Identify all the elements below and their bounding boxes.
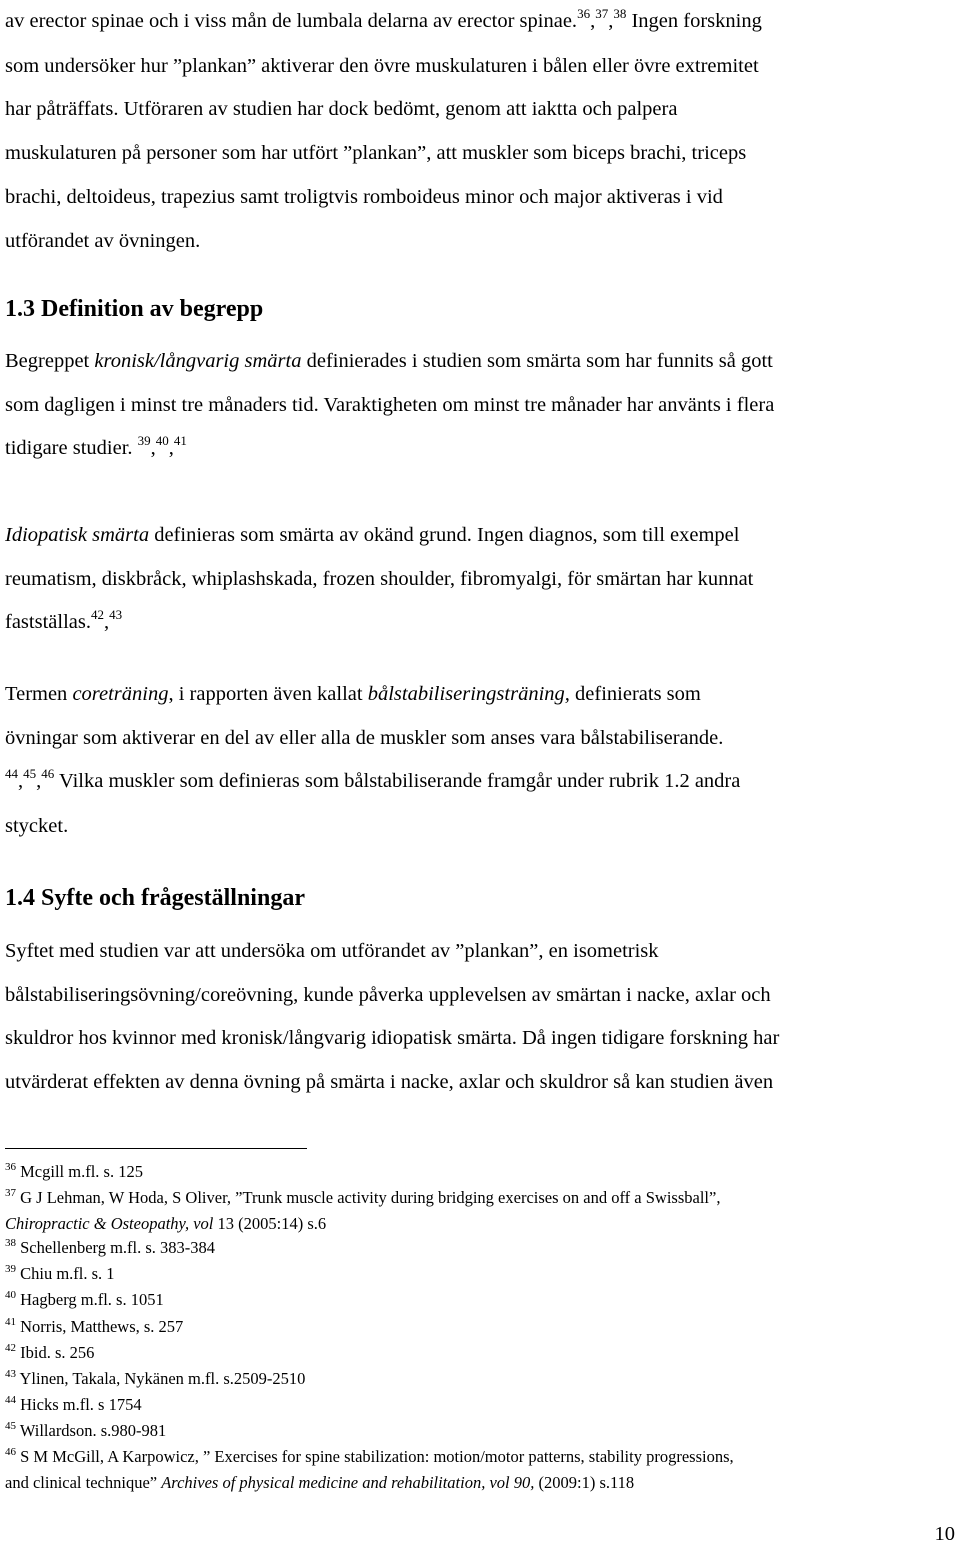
text-line: Idiopatisk smärta definieras som smärta av okänd grund. Ingen diagnos, som till exempel xyxy=(5,524,740,546)
text-line: utvärderat effekten av denna övning på smärta i nacke, axlar och skuldror så kan studien även xyxy=(5,1071,774,1094)
text-line: skuldror hos kvinnor med kronisk/långvarig idiopatisk smärta. Då ingen tidigare forskning har xyxy=(5,1027,780,1050)
footnote-ref[interactable]: 38 xyxy=(613,6,627,21)
footnote-ref[interactable]: 37 xyxy=(595,6,609,21)
text-line: som undersöker hur ”plankan” aktiverar den övre muskulaturen i bålen eller övre extremitet xyxy=(5,54,759,77)
footnotes xyxy=(5,1160,955,1495)
footnote-ref[interactable]: 36 xyxy=(577,6,591,21)
footnote-ref[interactable]: 42 xyxy=(90,607,104,623)
footnote: $^{40}$ Hagberg m.fl. s. 1051 xyxy=(5,1289,164,1310)
footnote-continuation: Chiropractic & Osteopathy, vol 13 (2005:14) s.6 xyxy=(5,1214,327,1234)
text-line: övningar som aktiverar en del av eller alla de muskler som anses vara bålstabiliserande. xyxy=(5,726,724,749)
footnote: $^{37}$ G J Lehman, W Hoda, S Oliver, ”Trunk muscle activity during bridging exercises on and off a Swissball”, xyxy=(5,1187,721,1208)
paragraph-muscle-activation xyxy=(5,0,762,263)
text-line: muskulaturen på personer som har utfört ”plankan”, att muskler som biceps brachi, triceps xyxy=(5,142,747,165)
text-line: Syftet med studien var att undersöka om utförandet av ”plankan”, en isometrisk xyxy=(5,940,659,962)
paragraph-core-training xyxy=(5,673,740,849)
footnote-separator xyxy=(5,1148,307,1149)
text-line: reumatism, diskbråck, whiplashskada, frozen shoulder, fibromyalgi, för smärtan har kunnat xyxy=(5,567,754,590)
footnote: $^{43}$ Ylinen, Takala, Nykänen m.fl. s.2509-2510 xyxy=(5,1367,306,1388)
text-line: utförandet av övningen. xyxy=(5,229,201,252)
text-line: har påträffats. Utföraren av studien har dock bedömt, genom att iaktta och palpera xyxy=(5,98,678,121)
paragraph-purpose xyxy=(5,930,779,1105)
footnote-ref[interactable]: 41 xyxy=(173,433,187,449)
footnote-ref[interactable]: 40 xyxy=(155,433,169,449)
footnote-ref[interactable]: 45 xyxy=(23,766,37,782)
text-line: Termen coreträning, i rapporten även kallat bålstabiliseringsträning, definierats som xyxy=(5,683,701,705)
footnote-ref[interactable]: 46 xyxy=(41,766,55,782)
text-line: $^{44}$,$^{45}$,$^{46}$ Vilka muskler som definieras som bålstabiliserande framgår under rubrik 1.2 andra xyxy=(5,766,741,793)
footnote: $^{38}$ Schellenberg m.fl. s. 383-384 xyxy=(5,1237,216,1258)
footnote-ref[interactable]: 44 xyxy=(5,766,18,782)
text-line: stycket. xyxy=(5,815,69,838)
footnote: $^{45}$ Willardson. s.980-981 xyxy=(5,1419,167,1440)
footnote-ref[interactable]: 39 xyxy=(137,433,151,449)
text-line: tidigare studier. $^{39}$,$^{40}$,$^{41}$ xyxy=(5,433,187,460)
footnote: $^{46}$ S M McGill, A Karpowicz, ” Exercises for spine stabilization: motion/motor patterns, stability progressions, xyxy=(5,1446,734,1467)
footnote: $^{36}$ Mcgill m.fl. s. 125 xyxy=(5,1161,143,1181)
section-heading-1-4: 1.4 Syfte och frågeställningar xyxy=(5,885,305,911)
footnote: $^{42}$ Ibid. s. 256 xyxy=(5,1341,95,1362)
text-line: fastställas.$^{42}$,$^{43}$ xyxy=(5,607,123,634)
text-line: av erector spinae och i viss mån de lumbala delarna av erector spinae.$^{36}$,$^{37}$,$^{38}$ Ingen forskning xyxy=(5,6,762,32)
page-number: 10 xyxy=(934,1523,955,1545)
text-line: som dagligen i minst tre månaders tid. Varaktigheten om minst tre månader har använts i flera xyxy=(5,393,775,416)
text-line: Begreppet kronisk/långvarig smärta definierades i studien som smärta som har funnits så gott xyxy=(5,350,773,372)
footnote: $^{39}$ Chiu m.fl. s. 1 xyxy=(5,1263,115,1284)
paragraph-idiopathic-pain xyxy=(5,514,753,646)
footnote-ref[interactable]: 43 xyxy=(109,607,123,623)
footnote: $^{44}$ Hicks m.fl. s 1754 xyxy=(5,1393,142,1414)
text-line: bålstabiliseringsövning/coreövning, kunde påverka upplevelsen av smärtan i nacke, axlar och xyxy=(5,983,771,1006)
text-line: brachi, deltoideus, trapezius samt troligtvis romboideus minor och major aktiveras i vid xyxy=(5,185,723,208)
footnote: $^{41}$ Norris, Matthews, s. 257 xyxy=(5,1315,184,1336)
paragraph-chronic-pain xyxy=(5,340,774,472)
section-heading-1-3: 1.3 Definition av begrepp xyxy=(5,296,264,322)
footnote-continuation: and clinical technique” Archives of physical medicine and rehabilitation, vol 90, (2009:1) s.118 xyxy=(5,1473,635,1493)
